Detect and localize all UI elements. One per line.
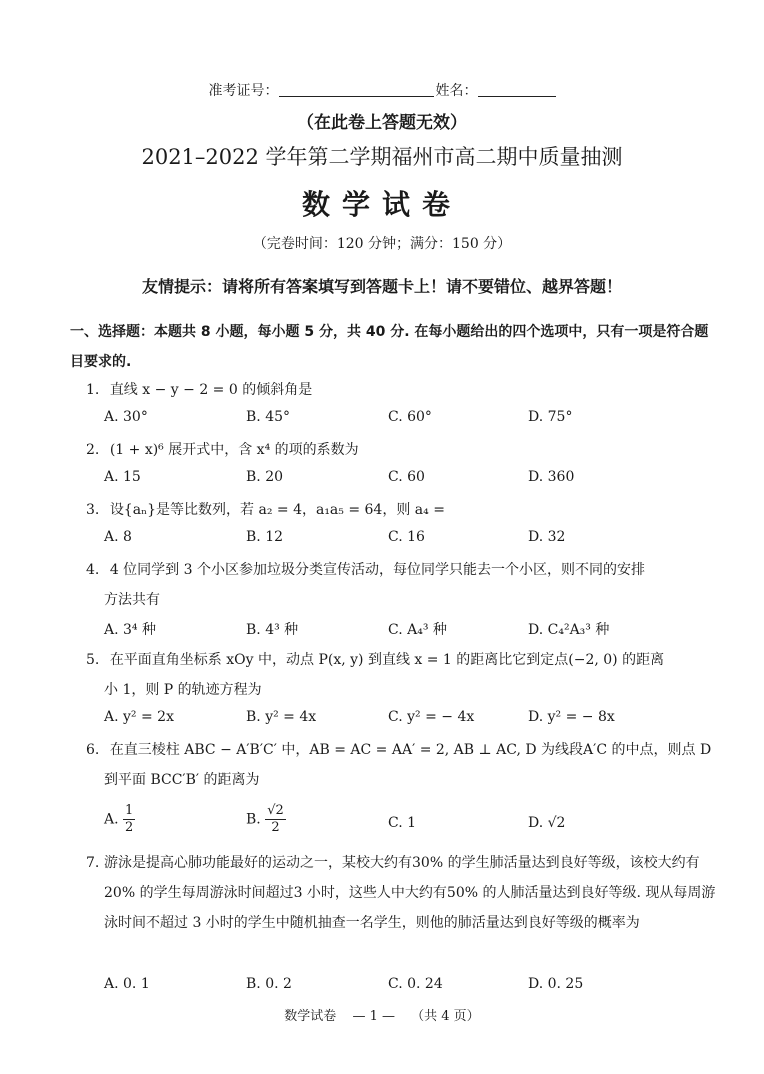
question-stem: 游泳是提高心肺功能最好的运动之一，某校大约有30% 的学生肺活量达到良好等级，该校大约有20% 的学生每周游泳时间超过3 小时，这些人中大约有50% 的人肺活量达到良好等级. 现从每周游泳时间不超过 3 小时的学生中随机抽查一名学生，则他的肺活量达到良好等级的概率为: [104, 855, 716, 931]
exam-title: 2021–2022 学年第二学期福州市高二期中质量抽测: [141, 145, 623, 169]
question-6: [86, 739, 711, 759]
q4-option-d: D. C₄²A₃³ 种: [528, 622, 610, 638]
q4-option-b: B. 4³ 种: [246, 622, 299, 638]
q1-option-c: C. 60°: [388, 409, 432, 425]
question-number: 5.: [86, 652, 100, 668]
question-1: [86, 379, 312, 399]
q1-option-b: B. 45°: [246, 409, 291, 425]
q5-option-b: B. y² = 4x: [246, 709, 317, 725]
fraction-one-half: [123, 803, 135, 836]
friendly-tip: 友情提示：请将所有答案填写到答题卡上！请不要错位、越界答题！: [141, 277, 622, 296]
footer-total-pages: （共 4 页）: [411, 1009, 480, 1024]
question-5: [86, 649, 664, 669]
q3-option-d: D. 32: [528, 529, 566, 545]
exam-id-blank: [279, 82, 434, 97]
question-3: [86, 499, 445, 519]
q6-option-d: D. √2: [528, 815, 566, 831]
question-number: 4.: [86, 562, 100, 578]
q7-option-b: B. 0. 2: [246, 976, 292, 992]
option-letter: A.: [104, 811, 119, 828]
q7-option-d: D. 0. 25: [528, 976, 584, 992]
q3-option-c: C. 16: [388, 529, 425, 545]
candidate-info-line: [0, 80, 764, 100]
question-stem: 设{aₙ}是等比数列，若 a₂ = 4，a₁a₅ = 64，则 a₄ =: [109, 502, 445, 518]
q7-option-a: A. 0. 1: [104, 976, 150, 992]
q2-option-b: B. 20: [246, 469, 284, 485]
question-stem: 直线 x − y − 2 = 0 的倾斜角是: [109, 382, 313, 398]
question-stem: 4 位同学到 3 个小区参加垃圾分类宣传活动，每位同学只能去一个小区，则不同的安排: [109, 562, 645, 578]
question-number: 7.: [86, 855, 100, 871]
q1-option-d: D. 75°: [528, 409, 573, 425]
q6-option-a: [104, 803, 135, 836]
question-7: [86, 848, 716, 938]
question-number: 2.: [86, 442, 100, 458]
question-stem: 在直三棱柱 ABC − A′B′C′ 中，AB = AC = AA′ = 2, AB ⊥ AC, D 为线段A′C 的中点，则点 D: [109, 742, 712, 758]
q4-option-c: C. A₄³ 种: [388, 622, 447, 638]
question-5-continued: 小 1，则 P 的轨迹方程为: [104, 682, 262, 698]
question-4: [86, 559, 645, 579]
q4-option-a: A. 3⁴ 种: [104, 622, 156, 638]
fraction-root2-over-2: [265, 803, 286, 836]
q1-option-a: A. 30°: [104, 409, 148, 425]
q5-option-a: A. y² = 2x: [104, 709, 174, 725]
q7-option-c: C. 0. 24: [388, 976, 443, 992]
page-footer: [0, 1005, 764, 1024]
question-2: [86, 439, 359, 459]
q5-option-d: D. y² = − 8x: [528, 709, 615, 725]
question-6-continued: 到平面 BCC′B′ 的距离为: [104, 772, 260, 788]
question-number: 6.: [86, 742, 100, 758]
q5-option-c: C. y² = − 4x: [388, 709, 475, 725]
footer-subject: 数学试卷: [284, 1009, 337, 1024]
q6-option-c: C. 1: [388, 815, 417, 831]
option-letter: B.: [246, 811, 261, 828]
question-4-continued: 方法共有: [104, 592, 160, 608]
question-number: 3.: [86, 502, 100, 518]
section-heading: 一、选择题：本题共 8 小题，每小题 5 分，共 40 分. 在每小题给出的四个选项中，只有一项是符合题目要求的.: [70, 324, 709, 370]
question-number: 1.: [86, 382, 100, 398]
q2-option-d: D. 360: [528, 469, 575, 485]
name-label: 姓名：: [435, 83, 478, 99]
exam-id-label: 准考证号：: [208, 83, 279, 99]
fraction-denominator: 2: [125, 820, 134, 835]
q2-option-a: A. 15: [104, 469, 141, 485]
fraction-numerator: √2: [267, 803, 284, 818]
q2-option-c: C. 60: [388, 469, 425, 485]
footer-page-number: — 1 —: [352, 1009, 395, 1024]
question-stem: 在平面直角坐标系 xOy 中，动点 P(x, y) 到直线 x = 1 的距离比它到定点(−2, 0) 的距离: [109, 652, 665, 668]
q6-option-b: [246, 803, 286, 836]
q3-option-b: B. 12: [246, 529, 284, 545]
q3-option-a: A. 8: [104, 529, 132, 545]
question-stem: (1 + x)⁶ 展开式中，含 x⁴ 的项的系数为: [109, 442, 359, 458]
name-blank: [478, 82, 556, 97]
fraction-numerator: 1: [125, 803, 134, 818]
fraction-denominator: 2: [271, 820, 280, 835]
invalid-notice: （在此卷上答题无效）: [297, 113, 467, 133]
time-info: （完卷时间：120 分钟；满分：150 分）: [252, 236, 512, 252]
subject-title: 数学试卷: [301, 188, 462, 221]
